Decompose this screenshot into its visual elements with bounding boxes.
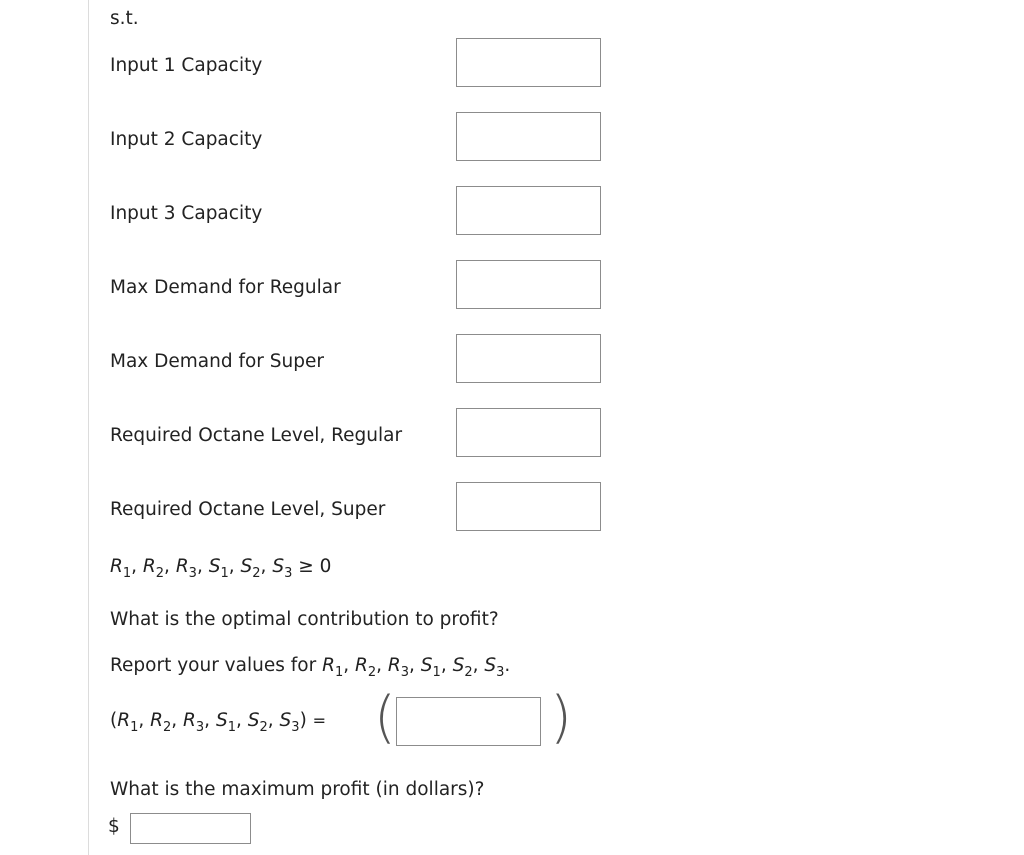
constraint-label-input2: Input 2 Capacity (110, 129, 263, 150)
report-instruction: Report your values for $R_1$, $R_2$, $R_3$, $S_1$, $S_2$, $S_3$. (110, 655, 511, 680)
max-profit-input[interactable] (130, 813, 251, 844)
left-margin-rule (88, 0, 89, 855)
constraint-label-octane-regular: Required Octane Level, Regular (110, 425, 403, 446)
dollar-sign: $ (108, 816, 120, 837)
constraint-label-input3: Input 3 Capacity (110, 203, 263, 224)
nonnegativity-constraint: $R_1$, $R_2$, $R_3$, $S_1$, $S_2$, $S_3 \ge 0$ (110, 556, 332, 581)
tuple-close-paren: ) (550, 685, 572, 750)
constraint-input-max-demand-regular[interactable] (456, 260, 601, 309)
constraint-input-input1[interactable] (456, 38, 601, 87)
question-profit-contribution: What is the optimal contribution to profit? (110, 609, 499, 630)
tuple-open-paren: ( (374, 685, 396, 750)
constraint-input-octane-regular[interactable] (456, 408, 601, 457)
constraint-label-max-demand-regular: Max Demand for Regular (110, 277, 341, 298)
tuple-expression: ($R_1$, $R_2$, $R_3$, $S_1$, $S_2$, $S_3$) = (110, 710, 327, 735)
constraint-label-input1: Input 1 Capacity (110, 55, 263, 76)
constraint-input-input2[interactable] (456, 112, 601, 161)
st-label: s.t. (110, 8, 139, 29)
constraint-label-octane-super: Required Octane Level, Super (110, 499, 386, 520)
constraint-label-max-demand-super: Max Demand for Super (110, 351, 324, 372)
tuple-answer-input[interactable] (396, 697, 541, 746)
constraint-input-octane-super[interactable] (456, 482, 601, 531)
question-max-profit: What is the maximum profit (in dollars)? (110, 779, 485, 800)
constraint-input-input3[interactable] (456, 186, 601, 235)
constraint-input-max-demand-super[interactable] (456, 334, 601, 383)
